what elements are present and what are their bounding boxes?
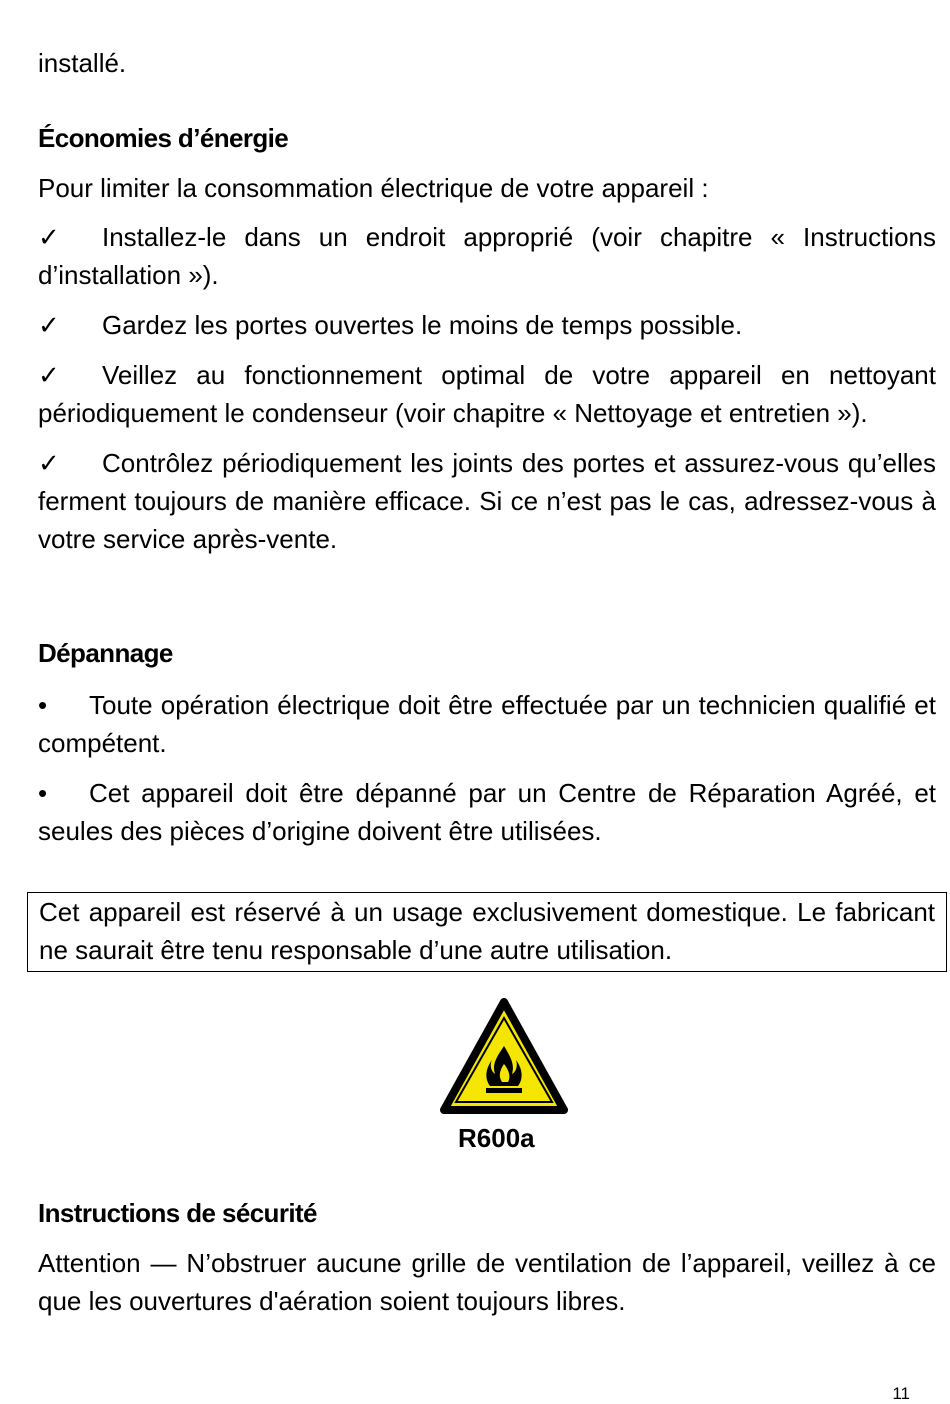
bullet-icon: • (38, 690, 48, 720)
notice-box: Cet appareil est réservé à un usage exclusivement domestique. Le fabricant ne saurait être tenu responsable d’une autre utilisation. (27, 892, 947, 972)
list-item (38, 686, 936, 762)
list-item (38, 306, 936, 344)
safety-heading: Instructions de sécurité (38, 1198, 317, 1228)
check-icon: ✓ (38, 222, 60, 252)
list-item-text: Cet appareil doit être dépanné par un Centre de Réparation Agréé, et seules des pièces d’origine doivent être utilisées. (38, 778, 936, 846)
check-icon: ✓ (38, 310, 60, 340)
warning-label: R600a (458, 1123, 535, 1153)
repair-list (38, 686, 936, 850)
list-item (38, 774, 936, 850)
list-item-text: Veillez au fonctionnement optimal de votre appareil en nettoyant périodiquement le condenseur (voir chapitre « Nettoyage et entretien »). (38, 360, 936, 428)
safety-text: Attention — N’obstruer aucune grille de ventilation de l’appareil, veillez à ce que les ouvertures d'aération soient toujours libres. (38, 1248, 936, 1316)
warning-sign (440, 998, 568, 1114)
list-item-text: Gardez les portes ouvertes le moins de temps possible. (102, 310, 743, 340)
check-icon: ✓ (38, 448, 60, 478)
bullet-icon: • (38, 778, 48, 808)
check-icon: ✓ (38, 360, 60, 390)
list-item (38, 356, 936, 432)
flammable-warning-icon (440, 998, 568, 1114)
page-number: 11 (892, 1384, 910, 1403)
list-item (38, 444, 936, 558)
list-item-text: Contrôlez périodiquement les joints des portes et assurez-vous qu’elles ferment toujours de manière efficace. Si ce n’est pas le cas, adressez-vous à votre service après-vente. (38, 448, 936, 554)
list-item (38, 218, 936, 294)
list-item-text: Toute opération électrique doit être effectuée par un technicien qualifié et compétent. (38, 690, 936, 758)
energy-heading: Économies d’énergie (38, 123, 289, 153)
energy-intro: Pour limiter la consommation électrique de votre appareil : (38, 173, 709, 203)
top-fragment: installé. (38, 48, 127, 78)
energy-list (38, 218, 936, 558)
list-item-text: Installez-le dans un endroit approprié (voir chapitre « Instructions d’installation »). (38, 222, 936, 290)
repair-heading: Dépannage (38, 638, 173, 668)
